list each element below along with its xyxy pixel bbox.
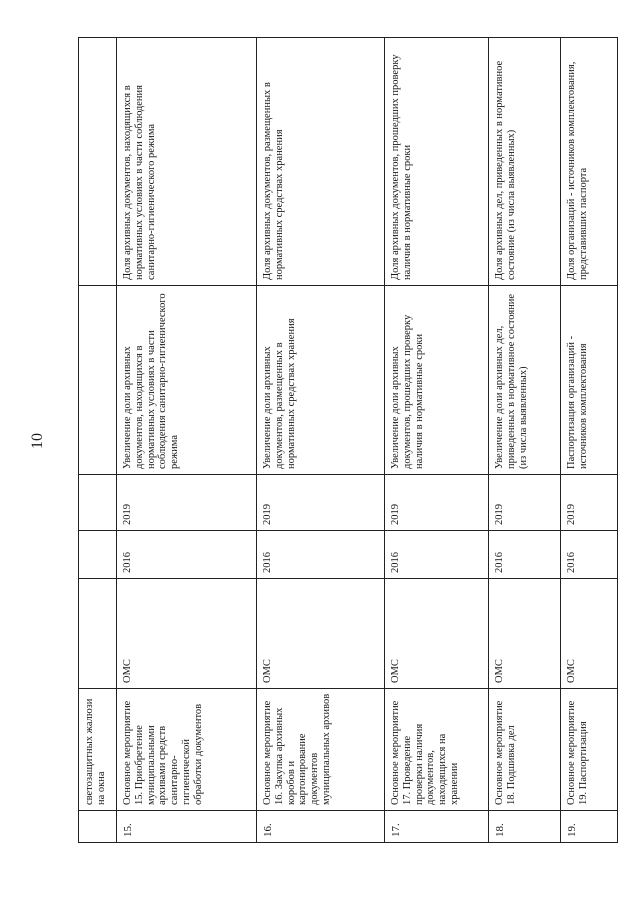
cell-number: 17. bbox=[385, 811, 489, 843]
cell-end: 2019 bbox=[117, 475, 257, 531]
cell-indicator: Доля архивных документов, размещенных в нормативных средствах хранения bbox=[257, 38, 385, 286]
cell-start bbox=[79, 531, 117, 579]
cell-executor: ОМС bbox=[561, 579, 618, 689]
cell-executor: ОМС bbox=[385, 579, 489, 689]
cell-start: 2016 bbox=[561, 531, 618, 579]
cell-name: Основное мероприятие 15. Приобретение муниципальными архивами средств санитарно-гигиенической обработки документов bbox=[117, 689, 257, 811]
rotated-page bbox=[78, 38, 617, 843]
cell-executor: ОМС bbox=[489, 579, 561, 689]
cell-end bbox=[79, 475, 117, 531]
cell-indicator: Доля архивных документов, находящихся в нормативных условиях в части соблюдения санитарно-гигиенического режима bbox=[117, 38, 257, 286]
cell-name: Основное мероприятие 16. Закупка архивных коробов и картонирование документов муниципальных архивов bbox=[257, 689, 385, 811]
table-row-continuation bbox=[79, 38, 117, 843]
cell-end: 2019 bbox=[561, 475, 618, 531]
activities-table bbox=[78, 37, 618, 843]
cell-result: Увеличение доли архивных документов, находящихся в нормативных условиях в части соблюдения санитарно-гигиенического режима bbox=[117, 286, 257, 475]
table-row bbox=[385, 38, 489, 843]
cell-result: Паспортизация организаций - источников комплектования bbox=[561, 286, 618, 475]
cell-number: 15. bbox=[117, 811, 257, 843]
cell-start: 2016 bbox=[117, 531, 257, 579]
page-number: 10 bbox=[29, 433, 46, 449]
cell-number: 18. bbox=[489, 811, 561, 843]
table-row bbox=[561, 38, 618, 843]
cell-end: 2019 bbox=[385, 475, 489, 531]
cell-executor: ОМС bbox=[257, 579, 385, 689]
cell-result bbox=[79, 286, 117, 475]
cell-indicator bbox=[79, 38, 117, 286]
cell-result: Увеличение доли архивных дел, приведенных в нормативное состояние (из числа выявленных) bbox=[489, 286, 561, 475]
cell-number bbox=[79, 811, 117, 843]
cell-number: 16. bbox=[257, 811, 385, 843]
cell-start: 2016 bbox=[489, 531, 561, 579]
table-row bbox=[489, 38, 561, 843]
cell-executor bbox=[79, 579, 117, 689]
cell-indicator: Доля архивных дел, приведенных в нормативное состояние (из числа выявленных) bbox=[489, 38, 561, 286]
cell-name: Основное мероприятие 18. Подшивка дел bbox=[489, 689, 561, 811]
cell-name: светозащитных жалюзи на окна bbox=[79, 689, 117, 811]
cell-indicator: Доля организаций - источников комплектования, представивших паспорта bbox=[561, 38, 618, 286]
cell-indicator: Доля архивных документов, прошедших проверку наличия в нормативные сроки bbox=[385, 38, 489, 286]
cell-start: 2016 bbox=[385, 531, 489, 579]
cell-name: Основное мероприятие 19. Паспортизация bbox=[561, 689, 618, 811]
cell-number: 19. bbox=[561, 811, 618, 843]
cell-start: 2016 bbox=[257, 531, 385, 579]
cell-end: 2019 bbox=[489, 475, 561, 531]
cell-name: Основное мероприятие 17. Проведение проверки наличия документов, находящихся на хранении bbox=[385, 689, 489, 811]
cell-result: Увеличение доли архивных документов, прошедших проверку наличия в нормативные сроки bbox=[385, 286, 489, 475]
cell-result: Увеличение доли архивных документов, размещенных в нормативных средствах хранения bbox=[257, 286, 385, 475]
table-row bbox=[257, 38, 385, 843]
table-row bbox=[117, 38, 257, 843]
cell-executor: ОМС bbox=[117, 579, 257, 689]
cell-end: 2019 bbox=[257, 475, 385, 531]
